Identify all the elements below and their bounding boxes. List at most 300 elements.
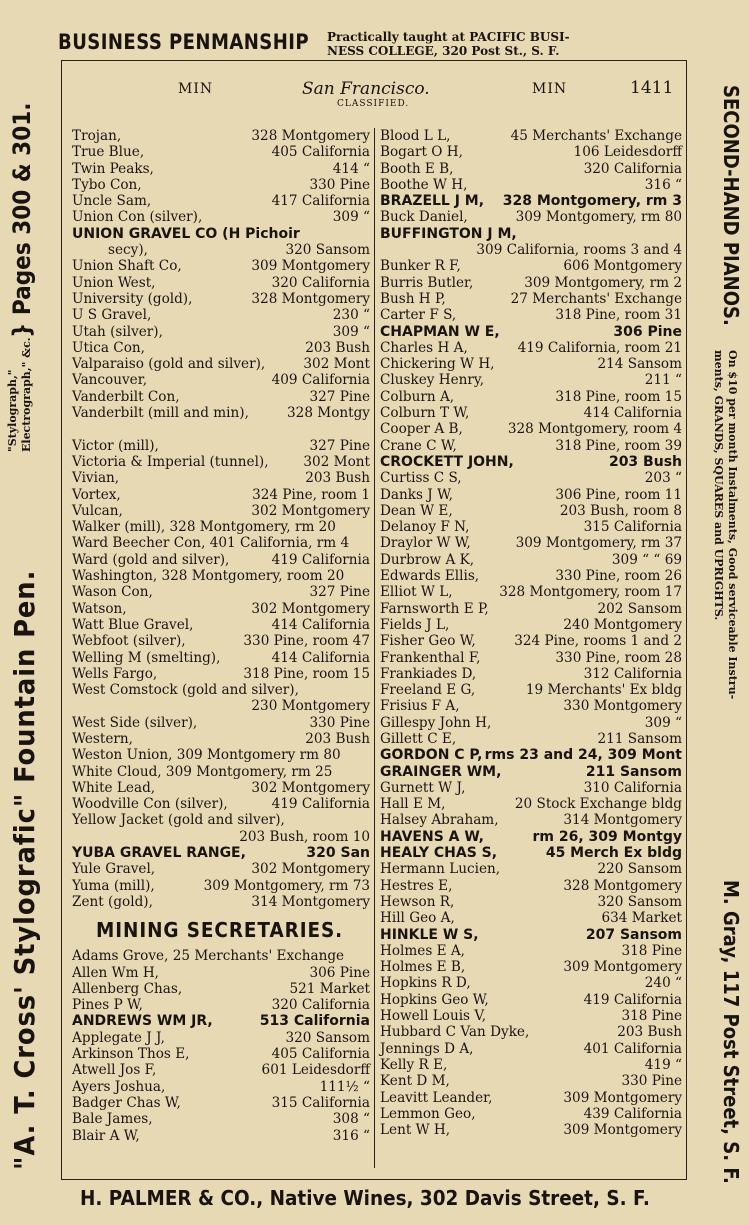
directory-entry	[380, 128, 682, 144]
entry-address: 314 Montgomery	[251, 893, 370, 910]
directory-entry	[72, 209, 370, 225]
directory-entry	[380, 552, 682, 568]
entry-name: Fisher Geo W,	[380, 633, 476, 650]
left-margin-advertisement	[0, 60, 60, 1180]
directory-entry	[72, 161, 370, 177]
directory-entry	[380, 650, 682, 666]
entry-name: Victor (mill),	[72, 437, 159, 454]
entry-address: 315 California	[271, 1094, 370, 1111]
entry-address: rms 23 and 24, 309 Mont	[484, 747, 682, 764]
entry-address: 521 Market	[289, 980, 370, 997]
directory-entry	[72, 177, 370, 193]
directory-entry	[380, 780, 682, 796]
entry-name: HEALY CHAS S,	[380, 845, 498, 862]
entry-name: U S Gravel,	[72, 307, 152, 324]
directory-entry	[72, 275, 370, 291]
entry-name: Adams Grove, 25 Merchants' Exchange	[72, 948, 345, 965]
footer-advertisement: H. PALMER & CO., Native Wines, 302 Davis Street, S. F.	[80, 1186, 650, 1210]
entry-name: Buck Daniel,	[380, 209, 468, 226]
directory-entry	[72, 1095, 370, 1111]
directory-entry	[380, 1090, 682, 1106]
entry-name: UNION GRAVEL CO (H Pichoir	[72, 225, 300, 242]
left-ad-pages: } Pages 300 & 301.	[8, 102, 36, 338]
entry-address: 328 Montgomery, rm 3	[502, 193, 682, 210]
entry-name: Union Shaft Co,	[72, 258, 182, 275]
entry-address: 419 California	[271, 796, 370, 813]
entry-address: 302 Montgomery	[251, 600, 370, 617]
entry-address: 308 “	[332, 1111, 370, 1128]
entry-address: 328 Montgomery	[251, 290, 370, 307]
entry-name: HAVENS A W,	[380, 828, 485, 845]
entry-address: 309 Montgomery, rm 80	[515, 209, 682, 226]
entry-name: Elliot W L,	[380, 584, 453, 601]
entry-name: West Comstock (gold and silver),	[72, 682, 299, 699]
header-classified: CLASSIFIED.	[337, 99, 410, 109]
entry-name: Bogart O H,	[380, 144, 463, 161]
directory-entry	[72, 389, 370, 405]
page-number: 1411	[630, 78, 674, 98]
entry-address: 601 Leidesdorff	[261, 1062, 370, 1079]
entry-address: 211 Sansom	[597, 730, 682, 747]
entry-address: 111½ “	[319, 1078, 370, 1095]
entry-address: 106 Leidesdorff	[573, 144, 682, 161]
entry-name: Wason Con,	[72, 584, 153, 601]
left-ad-small-line1: "Stylograph,"	[6, 369, 19, 452]
entry-name: Frankenthal F,	[380, 649, 481, 666]
entry-name: Leavitt Leander,	[380, 1089, 493, 1106]
directory-entry	[72, 258, 370, 274]
directory-entry	[72, 682, 370, 698]
entry-address: 309 “	[644, 714, 682, 731]
directory-entry	[380, 209, 682, 225]
directory-entry	[72, 812, 370, 828]
directory-entry	[72, 1128, 370, 1144]
entry-name: Arkinson Thos E,	[72, 1046, 190, 1063]
entry-name: Farnsworth E P,	[380, 600, 489, 617]
entry-address: 318 Pine	[621, 1008, 682, 1025]
entry-address: 417 California	[271, 193, 370, 210]
entry-address: 414 California	[271, 616, 370, 633]
right-column	[380, 128, 682, 1138]
entry-name: Ward (gold and silver),	[72, 551, 230, 568]
entry-name: Ward Beecher Con, 401 California, rm 4	[72, 535, 350, 552]
entry-name: Utah (silver),	[72, 323, 163, 340]
entry-address: 320 Sansom	[285, 1029, 370, 1046]
entry-address: 327 Pine	[309, 388, 370, 405]
entry-name: Booth E B,	[380, 160, 454, 177]
entry-name: Bale James,	[72, 1111, 153, 1128]
directory-entry	[72, 633, 370, 649]
directory-entry	[72, 829, 370, 845]
entry-name: Western,	[72, 730, 133, 747]
directory-entry	[380, 1057, 682, 1073]
entry-address: 320 California	[271, 997, 370, 1014]
right-ad-small-line1: On $10 per month Instalments, Good serviceable Instru-	[726, 350, 739, 700]
entry-address: 414 California	[583, 405, 682, 422]
directory-entry	[380, 747, 682, 763]
entry-name: Allenberg Chas,	[72, 980, 183, 997]
entry-name: Vanderbilt Con,	[72, 388, 180, 405]
entry-name: Hopkins R D,	[380, 975, 471, 992]
directory-entry	[380, 1041, 682, 1057]
entry-name: Lemmon Geo,	[380, 1105, 476, 1122]
entry-address: 316 “	[644, 176, 682, 193]
directory-entry	[380, 291, 682, 307]
entry-address: 240 “	[644, 975, 682, 992]
entry-name: Kent D M,	[380, 1073, 450, 1090]
entry-address: 414 California	[271, 649, 370, 666]
directory-entry	[380, 226, 682, 242]
header-ad-line1: Practically taught at PACIFIC BUSI-	[327, 30, 570, 44]
left-column	[72, 128, 370, 1144]
directory-entry	[72, 1079, 370, 1095]
entry-name: ANDREWS WM JR,	[72, 1013, 213, 1030]
entry-name: Chickering W H,	[380, 356, 495, 373]
directory-entry	[72, 438, 370, 454]
left-ad-small	[6, 337, 34, 452]
entry-address: 318 Pine, room 31	[555, 307, 682, 324]
entry-name: Gillett C E,	[380, 730, 457, 747]
directory-entry	[380, 764, 682, 780]
directory-entry	[380, 1106, 682, 1122]
directory-entry	[380, 487, 682, 503]
entry-address: 240 Montgomery	[563, 616, 682, 633]
directory-entry	[72, 861, 370, 877]
entry-address: 606 Montgomery	[563, 258, 682, 275]
entry-address: 316 “	[332, 1127, 370, 1144]
directory-entry	[380, 943, 682, 959]
directory-entry	[72, 307, 370, 323]
entry-name: Boothe W H,	[380, 176, 468, 193]
entry-address: 203 Bush	[608, 453, 682, 470]
right-ad-small	[711, 350, 739, 699]
entry-name: Colburn A,	[380, 388, 455, 405]
spacer	[72, 421, 370, 437]
entry-name: University (gold),	[72, 290, 193, 307]
entry-address: 315 California	[583, 519, 682, 536]
entry-name: Atwell Jos F,	[72, 1062, 157, 1079]
entry-name: White Lead,	[72, 779, 156, 796]
entry-address: 302 Mont	[303, 453, 370, 470]
entry-name: Carter F S,	[380, 307, 457, 324]
directory-entry	[380, 438, 682, 454]
entry-name: Colburn T W,	[380, 405, 470, 422]
entry-address: 309 “ “ 69	[611, 551, 682, 568]
directory-entry	[72, 454, 370, 470]
entry-address: 318 Pine, room 15	[243, 665, 370, 682]
directory-entry	[380, 617, 682, 633]
entry-address: 202 Sansom	[597, 600, 682, 617]
entry-address: 320 Sansom	[285, 242, 370, 259]
directory-entry	[72, 1062, 370, 1078]
entry-name: Uncle Sam,	[72, 193, 152, 210]
directory-entry	[72, 997, 370, 1013]
entry-name: Hestres E,	[380, 877, 453, 894]
left-ad-small-line2: Electrograph," &c.	[20, 337, 33, 452]
entry-name: Bush H P,	[380, 290, 446, 307]
directory-entry	[72, 1111, 370, 1127]
entry-name: Cluskey Henry,	[380, 372, 485, 389]
entry-name: Applegate J J,	[72, 1029, 165, 1046]
entry-address: 405 California	[271, 1046, 370, 1063]
entry-name: GRAINGER WM,	[380, 763, 502, 780]
directory-entry	[380, 633, 682, 649]
entry-address: 220 Sansom	[597, 861, 682, 878]
directory-entry	[72, 405, 370, 421]
directory-entry	[72, 242, 370, 258]
entry-name: Frankiades D,	[380, 665, 477, 682]
entry-name: Allen Wm H,	[72, 964, 159, 981]
directory-entry	[380, 601, 682, 617]
entry-address: 306 Pine	[309, 964, 370, 981]
header-city: San Francisco.	[302, 79, 430, 99]
entry-address: 405 California	[271, 144, 370, 161]
header-section-left: MIN	[178, 81, 214, 97]
entry-address: 312 California	[583, 665, 682, 682]
entry-address: 330 Pine, room 47	[243, 633, 370, 650]
directory-entry	[72, 226, 370, 242]
entry-address: 302 Mont	[303, 356, 370, 373]
entry-name: Hall E M,	[380, 796, 446, 813]
directory-entry	[380, 519, 682, 535]
entry-address: 309 Montgomery, rm 37	[515, 535, 682, 552]
directory-entry	[380, 698, 682, 714]
entry-address: 330 Pine, room 28	[555, 649, 682, 666]
directory-entry	[380, 470, 682, 486]
entry-address: 309 California, rooms 3 and 4	[476, 242, 682, 259]
entry-name: Woodville Con (silver),	[72, 796, 228, 813]
entry-name: Yellow Jacket (gold and silver),	[72, 812, 285, 829]
directory-entry	[72, 535, 370, 551]
entry-address: 320 California	[583, 160, 682, 177]
entry-address: 211 Sansom	[585, 763, 682, 780]
entry-address: 320 San	[306, 845, 370, 862]
directory-entry	[380, 421, 682, 437]
entry-address: 309 Montgomery	[251, 258, 370, 275]
entry-address: 414 “	[332, 160, 370, 177]
directory-entry	[72, 1013, 370, 1029]
entry-address: 19 Merchants' Ex bldg	[525, 682, 682, 699]
entry-address: 45 Merchants' Exchange	[510, 128, 682, 144]
directory-entry	[380, 894, 682, 910]
entry-address: 309 Montgomery, rm 73	[203, 877, 370, 894]
entry-address: 419 California	[271, 551, 370, 568]
directory-entry	[72, 715, 370, 731]
directory-entry	[380, 275, 682, 291]
directory-entry	[72, 1046, 370, 1062]
entry-name: Durbrow A K,	[380, 551, 475, 568]
entry-address: 314 Montgomery	[563, 812, 682, 829]
entry-address: 318 Pine, room 15	[555, 388, 682, 405]
directory-entry	[72, 731, 370, 747]
directory-entry	[380, 454, 682, 470]
column-divider	[374, 128, 375, 1168]
entry-address: 309 “	[332, 323, 370, 340]
directory-entry	[72, 948, 370, 964]
entry-address: 419 California	[583, 991, 682, 1008]
directory-entry	[380, 910, 682, 926]
right-ad-address: M. Gray, 117 Post Street, S. F.	[719, 880, 743, 1184]
entry-address: 328 Montgy	[287, 405, 370, 422]
entry-name: Ayers Joshua,	[72, 1078, 166, 1095]
directory-entry	[72, 487, 370, 503]
entry-name: Union Con (silver),	[72, 209, 203, 226]
entry-address: 330 Pine	[309, 714, 370, 731]
directory-entry	[72, 698, 370, 714]
directory-entry	[380, 405, 682, 421]
entry-name: Kelly R E,	[380, 1056, 448, 1073]
directory-entry	[72, 650, 370, 666]
entry-name: Frisius F A,	[380, 698, 460, 715]
entry-address: 309 Montgomery	[563, 1089, 682, 1106]
entry-name: Vortex,	[72, 486, 121, 503]
entry-address: 27 Merchants' Exchange	[510, 290, 682, 307]
directory-entry	[72, 764, 370, 780]
entry-address: 20 Stock Exchange bldg	[514, 796, 682, 813]
entry-name: Hill Geo A,	[380, 910, 455, 927]
entry-name: Tybo Con,	[72, 176, 142, 193]
entry-name: Draylor W W,	[380, 535, 471, 552]
entry-name: Cooper A B,	[380, 421, 463, 438]
entry-name: Valparaiso (gold and silver),	[72, 356, 266, 373]
directory-entry	[72, 340, 370, 356]
entry-address: 230 Montgomery	[251, 698, 370, 715]
entry-name: Pines P W,	[72, 997, 143, 1014]
directory-entry	[380, 975, 682, 991]
entry-address: 203 Bush	[305, 470, 370, 487]
entry-name: Hermann Lucien,	[380, 861, 501, 878]
entry-name: HINKLE W S,	[380, 926, 479, 943]
entry-name: Crane C W,	[380, 437, 457, 454]
entry-name: Curtiss C S,	[380, 470, 462, 487]
directory-entry	[72, 1030, 370, 1046]
directory-entry	[72, 601, 370, 617]
entry-address: 330 Pine	[309, 176, 370, 193]
entry-name: Vanderbilt (mill and min),	[72, 405, 249, 422]
header-advertisement	[0, 0, 749, 62]
entry-name: Dean W E,	[380, 502, 453, 519]
entry-address: 327 Pine	[309, 584, 370, 601]
entry-address: 203 “	[644, 470, 682, 487]
entry-name: Blood L L,	[380, 128, 451, 144]
header-ad-title: BUSINESS PENMANSHIP	[58, 30, 310, 54]
entry-address: 309 “	[332, 209, 370, 226]
entry-address: 310 California	[583, 779, 682, 796]
entry-address: 203 Bush, room 8	[559, 502, 682, 519]
entry-name: True Blue,	[72, 144, 145, 161]
entry-name: Union West,	[72, 274, 156, 291]
entry-address: 306 Pine	[613, 323, 682, 340]
entry-name: Gillespy John H,	[380, 714, 492, 731]
section-heading-text: MINING SECRETARIES.	[96, 918, 344, 943]
directory-entry	[72, 324, 370, 340]
entry-name: Yule Gravel,	[72, 861, 156, 878]
directory-entry	[380, 307, 682, 323]
entry-name: CHAPMAN W E,	[380, 323, 500, 340]
directory-entry	[380, 927, 682, 943]
entry-name: Jennings D A,	[380, 1040, 474, 1057]
directory-entry	[380, 389, 682, 405]
entry-name: Lent W H,	[380, 1122, 451, 1139]
entry-name: Vivian,	[72, 470, 120, 487]
directory-entry	[72, 128, 370, 144]
entry-address: rm 26, 309 Montgy	[532, 828, 682, 845]
entry-name: Trojan,	[72, 128, 122, 144]
entry-name: Zent (gold),	[72, 893, 153, 910]
entry-name: Holmes E A,	[380, 942, 466, 959]
entry-address: 634 Market	[601, 910, 682, 927]
directory-entry	[380, 715, 682, 731]
directory-entry	[380, 731, 682, 747]
entry-address: 318 Pine	[621, 942, 682, 959]
header-ad-details	[327, 30, 570, 58]
entry-name: Hewson R,	[380, 893, 455, 910]
entry-name: BUFFINGTON J M,	[380, 225, 517, 242]
directory-entry	[380, 1073, 682, 1089]
entry-name: Hubbard C Van Dyke,	[380, 1024, 530, 1041]
entry-address: 513 California	[259, 1013, 370, 1030]
directory-entry	[380, 324, 682, 340]
entry-address: 309 Montgomery, rm 2	[524, 274, 682, 291]
directory-entry	[72, 617, 370, 633]
entry-address: 309 Montgomery	[563, 959, 682, 976]
entry-name: Washington, 328 Montgomery, room 20	[72, 568, 345, 585]
entry-name: Badger Chas W,	[72, 1094, 181, 1111]
directory-entry	[380, 356, 682, 372]
directory-entry	[380, 829, 682, 845]
entry-address: 324 Pine, room 1	[252, 486, 370, 503]
entry-name: Webfoot (silver),	[72, 633, 186, 650]
entry-name: Vulcan,	[72, 502, 123, 519]
entry-address: 330 Montgomery	[563, 698, 682, 715]
entry-name: Watt Blue Gravel,	[72, 616, 194, 633]
directory-entry	[380, 1122, 682, 1138]
entry-name: Yuma (mill),	[72, 877, 155, 894]
directory-entry	[72, 291, 370, 307]
header-ad-line2: NESS COLLEGE, 320 Post St., S. F.	[327, 44, 560, 58]
directory-entry	[380, 682, 682, 698]
entry-address: 318 Pine, room 39	[555, 437, 682, 454]
right-ad-title: SECOND-HAND PIANOS.	[719, 85, 743, 326]
entry-name: Bunker R F,	[380, 258, 461, 275]
entry-name: Burris Butler,	[380, 274, 474, 291]
directory-entry	[380, 193, 682, 209]
entry-name: GORDON C P,	[380, 747, 483, 764]
entry-name: White Cloud, 309 Montgomery, rm 25	[72, 763, 333, 780]
entry-address: 203 Bush	[305, 730, 370, 747]
entry-address: 324 Pine, rooms 1 and 2	[514, 633, 682, 650]
entry-name: YUBA GRAVEL RANGE,	[72, 845, 246, 862]
entry-address: 309 Montgomery	[563, 1122, 682, 1139]
entry-name: secy),	[108, 242, 148, 259]
directory-entry	[380, 340, 682, 356]
header-section-right: MIN	[532, 81, 568, 97]
directory-entry	[380, 845, 682, 861]
page-header	[62, 76, 686, 112]
entry-address: 328 Montgomery	[251, 128, 370, 144]
entry-address: 302 Montgomery	[251, 861, 370, 878]
entry-address: 439 California	[583, 1105, 682, 1122]
directory-entry	[380, 144, 682, 160]
entry-address: 320 Sansom	[597, 893, 682, 910]
entry-name: West Side (silver),	[72, 714, 198, 731]
entry-address: 203 Bush	[305, 339, 370, 356]
directory-entry	[380, 878, 682, 894]
directory-entry	[380, 1008, 682, 1024]
directory-entry	[72, 878, 370, 894]
directory-entry	[72, 666, 370, 682]
entry-name: Howell Louis V,	[380, 1008, 487, 1025]
